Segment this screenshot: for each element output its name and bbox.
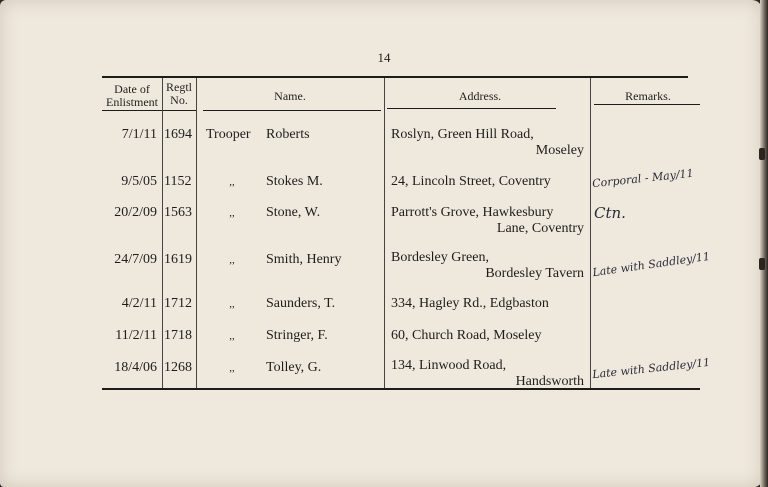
- row-name: Stringer, F.: [266, 328, 328, 343]
- header-address: Address.: [458, 89, 502, 103]
- row-address-line2: Moseley: [535, 143, 584, 158]
- header-date: [100, 83, 164, 109]
- header-underline: [162, 110, 196, 111]
- row-date: 18/4/06: [114, 360, 157, 375]
- row-address-line1: 134, Linwood Road,: [391, 358, 507, 373]
- binding-mark: [759, 148, 765, 160]
- row-rank-ditto: ,,: [229, 176, 235, 188]
- header-remarks: Remarks.: [625, 89, 671, 103]
- row-remark-handwritten: Late with Saddley/11: [591, 249, 711, 280]
- column-divider: [384, 78, 385, 388]
- row-name: Smith, Henry: [266, 252, 342, 267]
- row-name: Roberts: [266, 127, 310, 142]
- header-regtl-line1: Regtl: [166, 80, 192, 94]
- row-name: Stone, W.: [266, 205, 321, 220]
- row-address-line1: 24, Lincoln Street, Coventry: [391, 174, 551, 189]
- row-address-line1: 334, Hagley Rd., Edgbaston: [391, 296, 549, 311]
- header-date-line1: Date of: [114, 82, 150, 96]
- row-date: 24/7/09: [114, 252, 157, 267]
- column-divider: [196, 78, 197, 388]
- row-remark-handwritten: Ctn.: [594, 204, 626, 222]
- header-regtl-line2: No.: [170, 93, 188, 107]
- row-date: 9/5/05: [121, 174, 157, 189]
- header-underline: [203, 110, 381, 111]
- row-remark-handwritten: Late with Saddley/11: [591, 355, 711, 382]
- row-rank-ditto: ,,: [229, 298, 235, 310]
- row-date: 7/1/11: [121, 127, 157, 142]
- row-regtl-no: 1619: [164, 252, 192, 267]
- book-edge: [760, 0, 768, 487]
- header-underline: [387, 108, 556, 109]
- row-rank-ditto: ,,: [229, 330, 235, 342]
- header-date-line2: Enlistment: [106, 95, 158, 109]
- row-regtl-no: 1694: [164, 127, 192, 142]
- row-regtl-no: 1563: [164, 205, 192, 220]
- row-address-line2: Bordesley Tavern: [485, 266, 584, 281]
- page-number: 14: [377, 50, 391, 65]
- row-rank: Trooper: [206, 127, 251, 142]
- column-divider: [590, 78, 591, 388]
- row-rank-ditto: ,,: [229, 254, 235, 266]
- row-regtl-no: 1268: [164, 360, 192, 375]
- binding-mark: [759, 258, 765, 270]
- row-regtl-no: 1712: [164, 296, 192, 311]
- header-underline: [102, 110, 162, 111]
- row-address-line1: Bordesley Green,: [391, 250, 489, 265]
- row-date: 20/2/09: [114, 205, 157, 220]
- table-top-rule: [102, 76, 688, 78]
- row-regtl-no: 1152: [164, 174, 192, 189]
- row-name: Saunders, T.: [266, 296, 336, 311]
- row-address-line1: 60, Church Road, Moseley: [391, 328, 542, 343]
- column-divider: [162, 78, 163, 388]
- row-address-line1: Parrott's Grove, Hawkesbury: [391, 205, 554, 220]
- header-name: Name.: [274, 89, 306, 103]
- row-date: 11/2/11: [115, 328, 157, 343]
- row-name: Tolley, G.: [266, 360, 322, 375]
- row-date: 4/2/11: [121, 296, 157, 311]
- row-address-line2: Lane, Coventry: [496, 221, 584, 236]
- row-rank-ditto: ,,: [229, 207, 235, 219]
- row-regtl-no: 1718: [164, 328, 192, 343]
- row-remark-handwritten: Corporal - May/11: [591, 166, 695, 191]
- row-address-line1: Roslyn, Green Hill Road,: [391, 127, 534, 142]
- header-regtl: [162, 81, 196, 107]
- row-address-line2: Handsworth: [515, 374, 584, 389]
- row-rank-ditto: ,,: [229, 362, 235, 374]
- row-name: Stokes M.: [266, 174, 323, 189]
- header-underline: [594, 104, 700, 105]
